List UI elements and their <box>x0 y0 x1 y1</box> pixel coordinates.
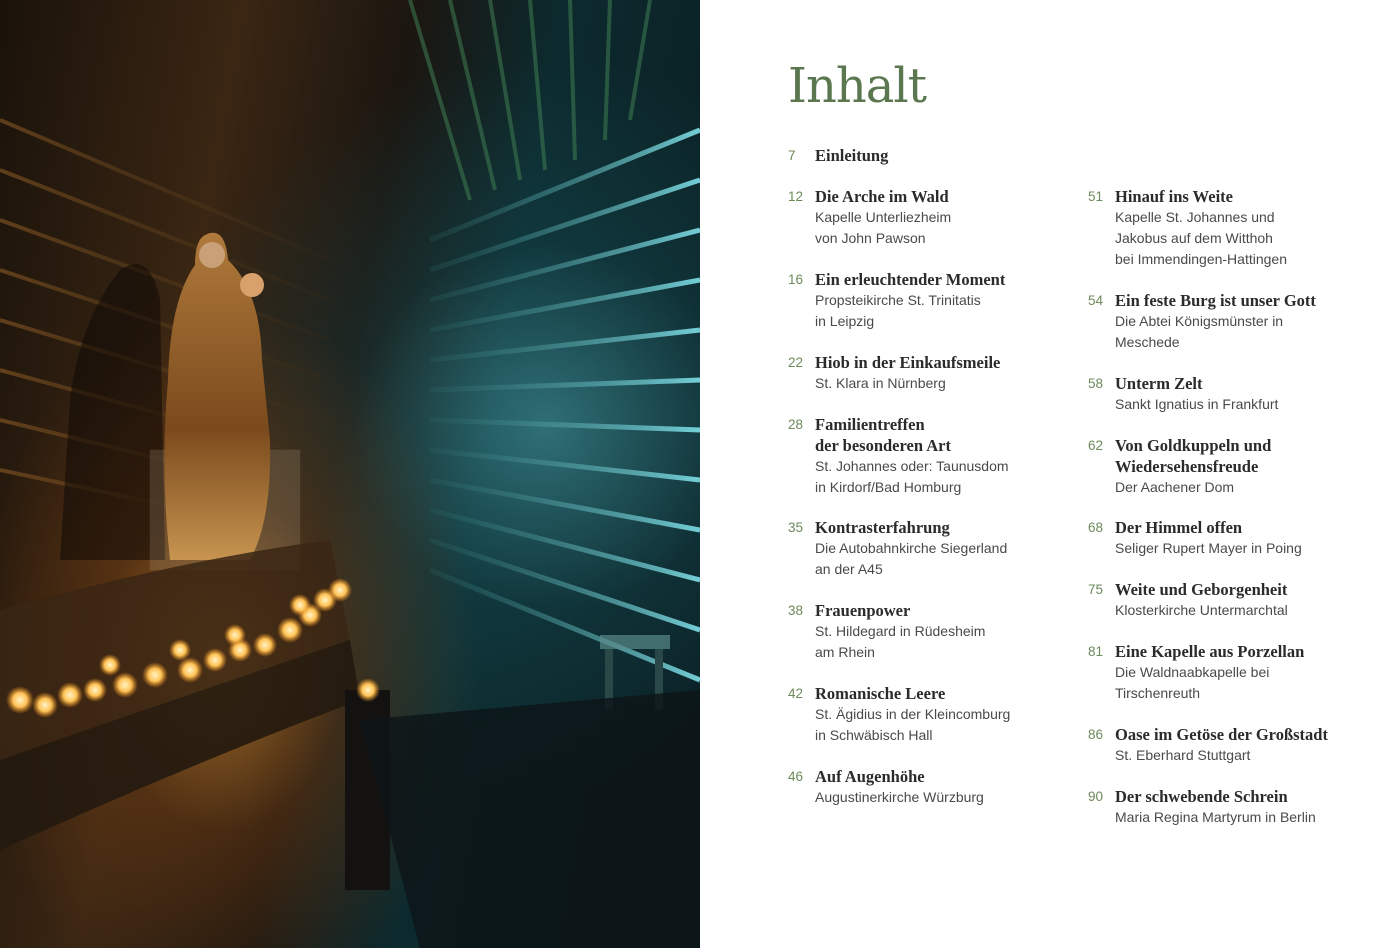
toc-page-number: 12 <box>788 189 804 204</box>
toc-entry-title: Die Arche im Wald <box>815 187 949 206</box>
toc-entry-subtitle: bei Immendingen-Hattingen <box>1115 251 1287 267</box>
toc-entry[interactable] <box>1088 579 1358 621</box>
toc-entry-subtitle: St. Johannes oder: Taunusdom <box>815 458 1009 474</box>
toc-entry-subtitle: Die Autobahnkirche Siegerland <box>815 540 1008 556</box>
toc-entry[interactable] <box>788 683 1058 746</box>
toc-entry-title: Von Goldkuppeln und <box>1115 436 1272 455</box>
toc-entry-title: der besonderen Art <box>815 436 951 455</box>
toc-entry-title: Der Himmel offen <box>1115 518 1243 537</box>
toc-entry-subtitle: Meschede <box>1115 334 1180 350</box>
toc-entry-subtitle: in Schwäbisch Hall <box>815 727 933 743</box>
toc-entry-subtitle: St. Eberhard Stuttgart <box>1115 747 1251 763</box>
toc-entry[interactable] <box>1088 724 1358 766</box>
toc-entry-title: Eine Kapelle aus Porzellan <box>1115 642 1305 661</box>
toc-entry-subtitle: von John Pawson <box>815 230 926 246</box>
toc-entry-title: Hinauf ins Weite <box>1115 187 1233 206</box>
toc-page-number: 42 <box>788 686 804 701</box>
toc-page-number: 58 <box>1088 376 1104 391</box>
toc-entry-title: Der schwebende Schrein <box>1115 787 1288 806</box>
toc-entry-subtitle: Maria Regina Martyrum in Berlin <box>1115 809 1316 825</box>
toc-entry[interactable] <box>1088 435 1358 498</box>
toc-page-number: 86 <box>1088 727 1104 742</box>
toc-page-number: 38 <box>788 603 804 618</box>
toc-page-number: 35 <box>788 520 804 535</box>
toc-page-number: 22 <box>788 355 804 370</box>
toc-entry[interactable] <box>1088 517 1358 559</box>
toc-entry-subtitle: Kapelle Unterliezheim <box>815 209 952 225</box>
toc-entry-title: Wiedersehensfreude <box>1115 457 1259 476</box>
toc-entry[interactable] <box>1088 290 1358 353</box>
toc-entry-subtitle: Sankt Ignatius in Frankfurt <box>1115 396 1279 412</box>
toc-entry-subtitle: St. Klara in Nürnberg <box>815 375 946 391</box>
toc-entry-subtitle: Kapelle St. Johannes und <box>1115 209 1275 225</box>
toc-entry-title: Oase im Getöse der Großstadt <box>1115 725 1328 744</box>
toc-entry[interactable] <box>1088 786 1358 828</box>
toc-entry[interactable] <box>788 517 1058 580</box>
toc-entry-subtitle: Augustinerkirche Würzburg <box>815 789 984 805</box>
toc-entry[interactable] <box>788 766 1058 808</box>
toc-entry[interactable] <box>788 145 1058 166</box>
toc-page-number: 68 <box>1088 520 1104 535</box>
toc-entry-title: Ein erleuchtender Moment <box>815 270 1006 289</box>
toc-entry-title: Ein feste Burg ist unser Gott <box>1115 291 1316 310</box>
toc-page-number: 62 <box>1088 438 1104 453</box>
toc-entry-subtitle: Die Waldnaabkapelle bei <box>1115 664 1270 680</box>
toc-entry-title: Romanische Leere <box>815 684 946 703</box>
toc-entry[interactable] <box>1088 373 1358 415</box>
toc-entry-subtitle: Der Aachener Dom <box>1115 479 1235 495</box>
toc-page-number: 28 <box>788 417 804 432</box>
toc-entry-subtitle: Seliger Rupert Mayer in Poing <box>1115 540 1302 556</box>
toc-entry-subtitle: Propsteikirche St. Trinitatis <box>815 292 981 308</box>
toc-entry-title: Unterm Zelt <box>1115 374 1203 393</box>
toc-entry[interactable] <box>788 352 1058 394</box>
page-title: Inhalt <box>788 58 927 114</box>
toc-entry[interactable] <box>1088 186 1358 270</box>
toc-entry[interactable] <box>788 600 1058 663</box>
toc-entry[interactable] <box>788 186 1058 249</box>
toc-page-number: 81 <box>1088 644 1104 659</box>
toc-entry-title: Familientreffen <box>815 415 925 434</box>
toc-entry-subtitle: in Kirdorf/Bad Homburg <box>815 479 962 495</box>
toc-page-number: 54 <box>1088 293 1104 308</box>
toc-entry-title: Hiob in der Einkaufsmeile <box>815 353 1001 372</box>
toc-entry-subtitle: St. Hildegard in Rüdesheim <box>815 623 986 639</box>
toc-entry-subtitle: in Leipzig <box>815 313 875 329</box>
toc-entry-title: Auf Augenhöhe <box>815 767 925 786</box>
toc-entry-subtitle: Die Abtei Königsmünster in <box>1115 313 1284 329</box>
toc-entry-title: Kontrasterfahrung <box>815 518 950 537</box>
toc-entry-subtitle: St. Ägidius in der Kleincomburg <box>815 706 1011 722</box>
toc-entry-title: Weite und Geborgenheit <box>1115 580 1288 599</box>
toc-entry[interactable] <box>788 414 1058 498</box>
toc-entry-subtitle: Jakobus auf dem Witthoh <box>1115 230 1273 246</box>
toc-entry-title: Einleitung <box>815 146 889 165</box>
toc-entry-subtitle: Tirschenreuth <box>1115 685 1201 701</box>
toc-entry-subtitle: Klosterkirche Untermarchtal <box>1115 602 1288 618</box>
toc-page-number: 51 <box>1088 189 1104 204</box>
toc-entry[interactable] <box>1088 641 1358 704</box>
toc-entry-title: Frauenpower <box>815 601 911 620</box>
toc-page-number: 75 <box>1088 582 1104 597</box>
toc-page-number: 16 <box>788 272 804 287</box>
toc-entry-subtitle: am Rhein <box>815 644 875 660</box>
toc-page-number: 90 <box>1088 789 1104 804</box>
toc-entry[interactable] <box>788 269 1058 332</box>
toc-page-number: 46 <box>788 769 804 784</box>
toc-entry-subtitle: an der A45 <box>815 561 883 577</box>
toc-page-number: 7 <box>788 148 796 163</box>
